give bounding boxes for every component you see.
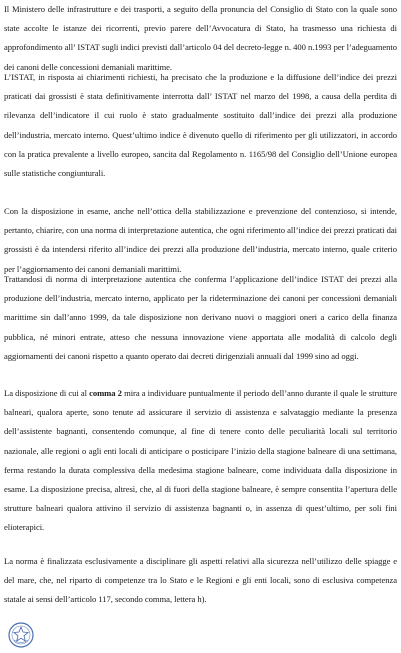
paragraph-1: Il Ministero delle infrastrutture e dei trasporti, a seguito della pronuncia del Consiglio di Stato con la quale sono state accolte le istanze dei ricorrenti, previo parere dell’Avvocatura di Stato, ha trasmesso una richiesta di approfondimento all’ ISTAT sugli indici previsti dall’articolo 04 del decreto-legge n. 400 n.1993 per l’adeguamento dei canoni delle concessioni demaniali marittime. <box>4 4 397 72</box>
paragraph-5 <box>4 384 397 538</box>
emblem-seal-icon <box>8 622 34 648</box>
paragraph-3: Con la disposizione in esame, anche nell’ottica della stabilizzazione e prevenzione del contenzioso, si intende, pertanto, chiarire, con una norma di interpretazione autentica, che ogni riferimento all’indice dei prezzi praticati dai grossisti è da intendersi riferito all’indice dei prezzi alla produzione dell’industria, mercato interno, quale criterio per l’aggiornamento dei canoni demaniali marittimi. <box>4 206 397 274</box>
paragraph-5-body: mira a individuare puntualmente il periodo dell’anno durante il quale le strutture balneari, qualora aperte, sono tenute ad assicurare il servizio di assistenza e salvataggio mediante la presenza dell’assistente bagnanti, consentendo comunque, al fine di tenere conto delle peculiarità locali sul territorio nazionale, alle regioni o agli enti locali di anticipare o posticipare l’inizio della stagione balneare di una settimana, ferma restando la durata complessiva della medesima stagione balneare, come individuata dalla disposizione in esame. La disposizione precisa, altresì, che, al di fuori della stagione balneare, è sempre consentita l’apertura delle strutture balneari qualora attivino il servizio di assistenza bagnanti o, in assenza di quest’ultimo, per soli fini elioterapici. <box>4 388 397 533</box>
paragraph-4: Trattandosi di norma di interpretazione autentica che conferma l’applicazione dell’indice ISTAT dei prezzi alla produzione dell’industria, mercato interno, applicato per la rideterminazione dei canoni per concessioni demaniali marittime sin dall’anno 1999, da tale disposizione non derivano nuovi o maggiori oneri a carico della finanza pubblica, né minori entrate, atteso che nessuna innovazione viene apportata alle modalità di calcolo degli aggiornamenti dei canoni rispetto a quanto operato dai decreti dirigenziali annuali dal 1999 sino ad oggi. <box>4 274 397 361</box>
paragraph-5-bold: comma 2 <box>89 388 122 398</box>
paragraph-6: La norma è finalizzata esclusivamente a disciplinare gli aspetti relativi alla sicurezza nell’utilizzo delle spiagge e del mare, che, nel riparto di competenze tra lo Stato e le Regioni e gli enti locali, sono di esclusiva competenza statale ai sensi dell’articolo 117, secondo comma, lettera h). <box>4 556 397 605</box>
paragraph-5-lead: La disposizione di cui al <box>4 388 90 398</box>
paragraph-2: L’ISTAT, in risposta ai chiarimenti richiesti, ha precisato che la produzione e la diffusione dell’indice dei prezzi praticati dai grossisti è stata definitivamente interrotta dall’ ISTAT nel marzo del 1998, a causa della perdita di rilevanza dell’indicatore il cui ruolo è stato gradualmente sostituito dall’indice dei prezzi alla produzione dell’industria, mercato interno. Quest’ultimo indice è divenuto quello di riferimento per gli utilizzatori, in accordo con la pratica prevalente a livello europeo, sancita dal Regolamento n. 1165/98 del Consiglio dell’Unione europea sulle statistiche congiunturali. <box>4 72 397 179</box>
